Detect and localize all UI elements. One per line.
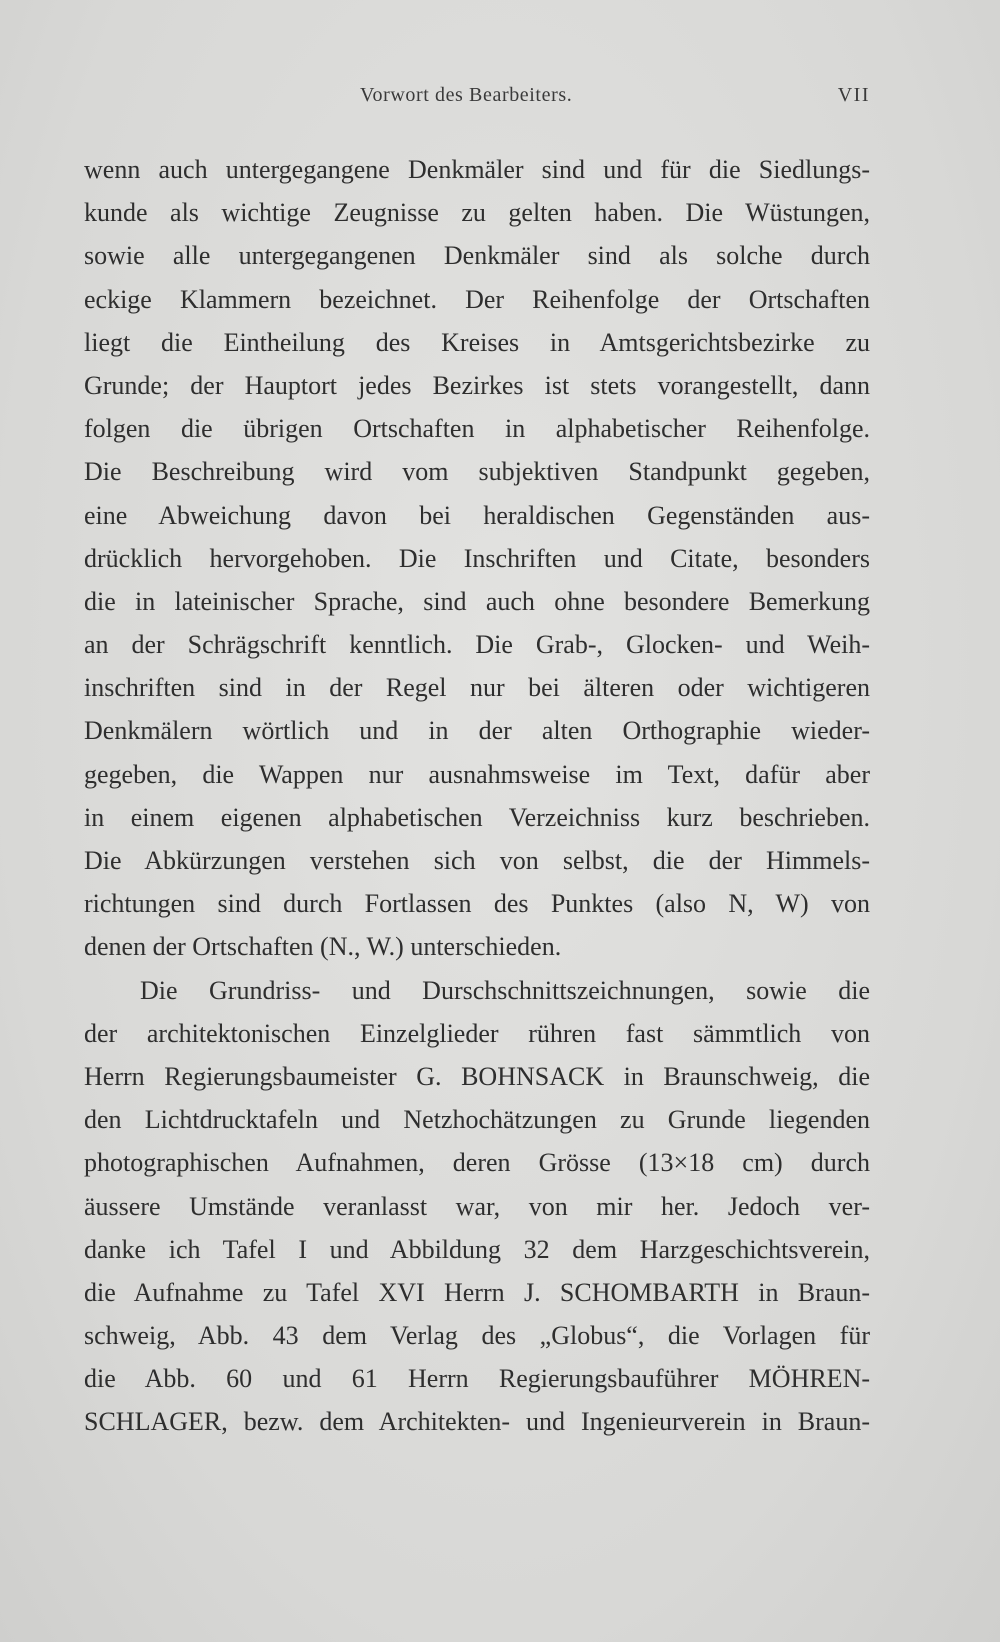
text-line: eine Abweichung davon bei heraldischen Gegenständen aus- xyxy=(84,500,870,530)
text-line: eckige Klammern bezeichnet. Der Reihenfolge der Ortschaften xyxy=(84,284,870,314)
text-line: inschriften sind in der Regel nur bei älteren oder wichtigeren xyxy=(84,673,870,703)
text-line: Die Abkürzungen verstehen sich von selbst, die der Himmels- xyxy=(84,846,870,875)
running-title: Vorwort des Bearbeiters. xyxy=(360,84,573,106)
text-line: schweig, Abb. 43 dem Verlag des „Globus“, die Vorlagen für xyxy=(84,1321,870,1351)
page-number: VII xyxy=(837,84,870,106)
text-line: wenn auch untergegangene Denkmäler sind und für die Siedlungs- xyxy=(84,155,870,184)
text-line: sowie alle untergegangenen Denkmäler sind als solche durch xyxy=(84,241,870,271)
text-line: richtungen sind durch Fortlassen des Punktes (also N, W) von xyxy=(84,889,870,919)
text-line: in einem eigenen alphabetischen Verzeichniss kurz beschrieben. xyxy=(84,802,870,832)
text-line: drücklich hervorgehoben. Die Inschriften und Citate, besonders xyxy=(84,543,870,573)
text-line: die Abb. 60 und 61 Herrn Regierungsbauführer MÖHREN- xyxy=(84,1364,870,1394)
body-text xyxy=(84,148,870,1444)
text-line: danke ich Tafel I und Abbildung 32 dem Harzgeschichtsverein, xyxy=(84,1234,870,1264)
text-line: Herrn Regierungsbaumeister G. BOHNSACK in Braunschweig, die xyxy=(84,1061,870,1091)
text-line: Die Beschreibung wird vom subjektiven Standpunkt gegeben, xyxy=(84,457,870,487)
text-line: photographischen Aufnahmen, deren Grösse (13×18 cm) durch xyxy=(84,1148,870,1178)
paragraph-first-line: Die Grundriss- und Durschschnittszeichnungen, sowie die xyxy=(140,975,870,1005)
text-line: liegt die Eintheilung des Kreises in Amtsgerichtsbezirke zu xyxy=(84,327,870,357)
text-line: der architektonischen Einzelglieder rühren fast sämmtlich von xyxy=(84,1018,870,1048)
text-line: kunde als wichtige Zeugnisse zu gelten haben. Die Wüstungen, xyxy=(84,198,870,228)
text-line: gegeben, die Wappen nur ausnahmsweise im Text, dafür aber xyxy=(84,759,870,789)
text-line: die Aufnahme zu Tafel XVI Herrn J. SCHOMBARTH in Braun- xyxy=(84,1277,870,1307)
text-line: SCHLAGER, bezw. dem Architekten- und Ingenieurverein in Braun- xyxy=(84,1407,870,1437)
text-line: den Lichtdrucktafeln und Netzhochätzungen zu Grunde liegenden xyxy=(84,1105,870,1135)
text-line: äussere Umstände veranlasst war, von mir her. Jedoch ver- xyxy=(84,1191,870,1221)
text-line: an der Schrägschrift kenntlich. Die Grab-, Glocken- und Weih- xyxy=(84,630,870,660)
text-line: Grunde; der Hauptort jedes Bezirkes ist stets vorangestellt, dann xyxy=(84,370,870,400)
text-line: Denkmälern wörtlich und in der alten Orthographie wieder- xyxy=(84,716,870,746)
paragraph-end-line: denen der Ortschaften (N., W.) unterschieden. xyxy=(84,932,562,962)
text-line: folgen die übrigen Ortschaften in alphabetischer Reihenfolge. xyxy=(84,414,870,444)
text-line: die in lateinischer Sprache, sind auch ohne besondere Bemerkung xyxy=(84,586,870,616)
running-header xyxy=(84,84,870,116)
